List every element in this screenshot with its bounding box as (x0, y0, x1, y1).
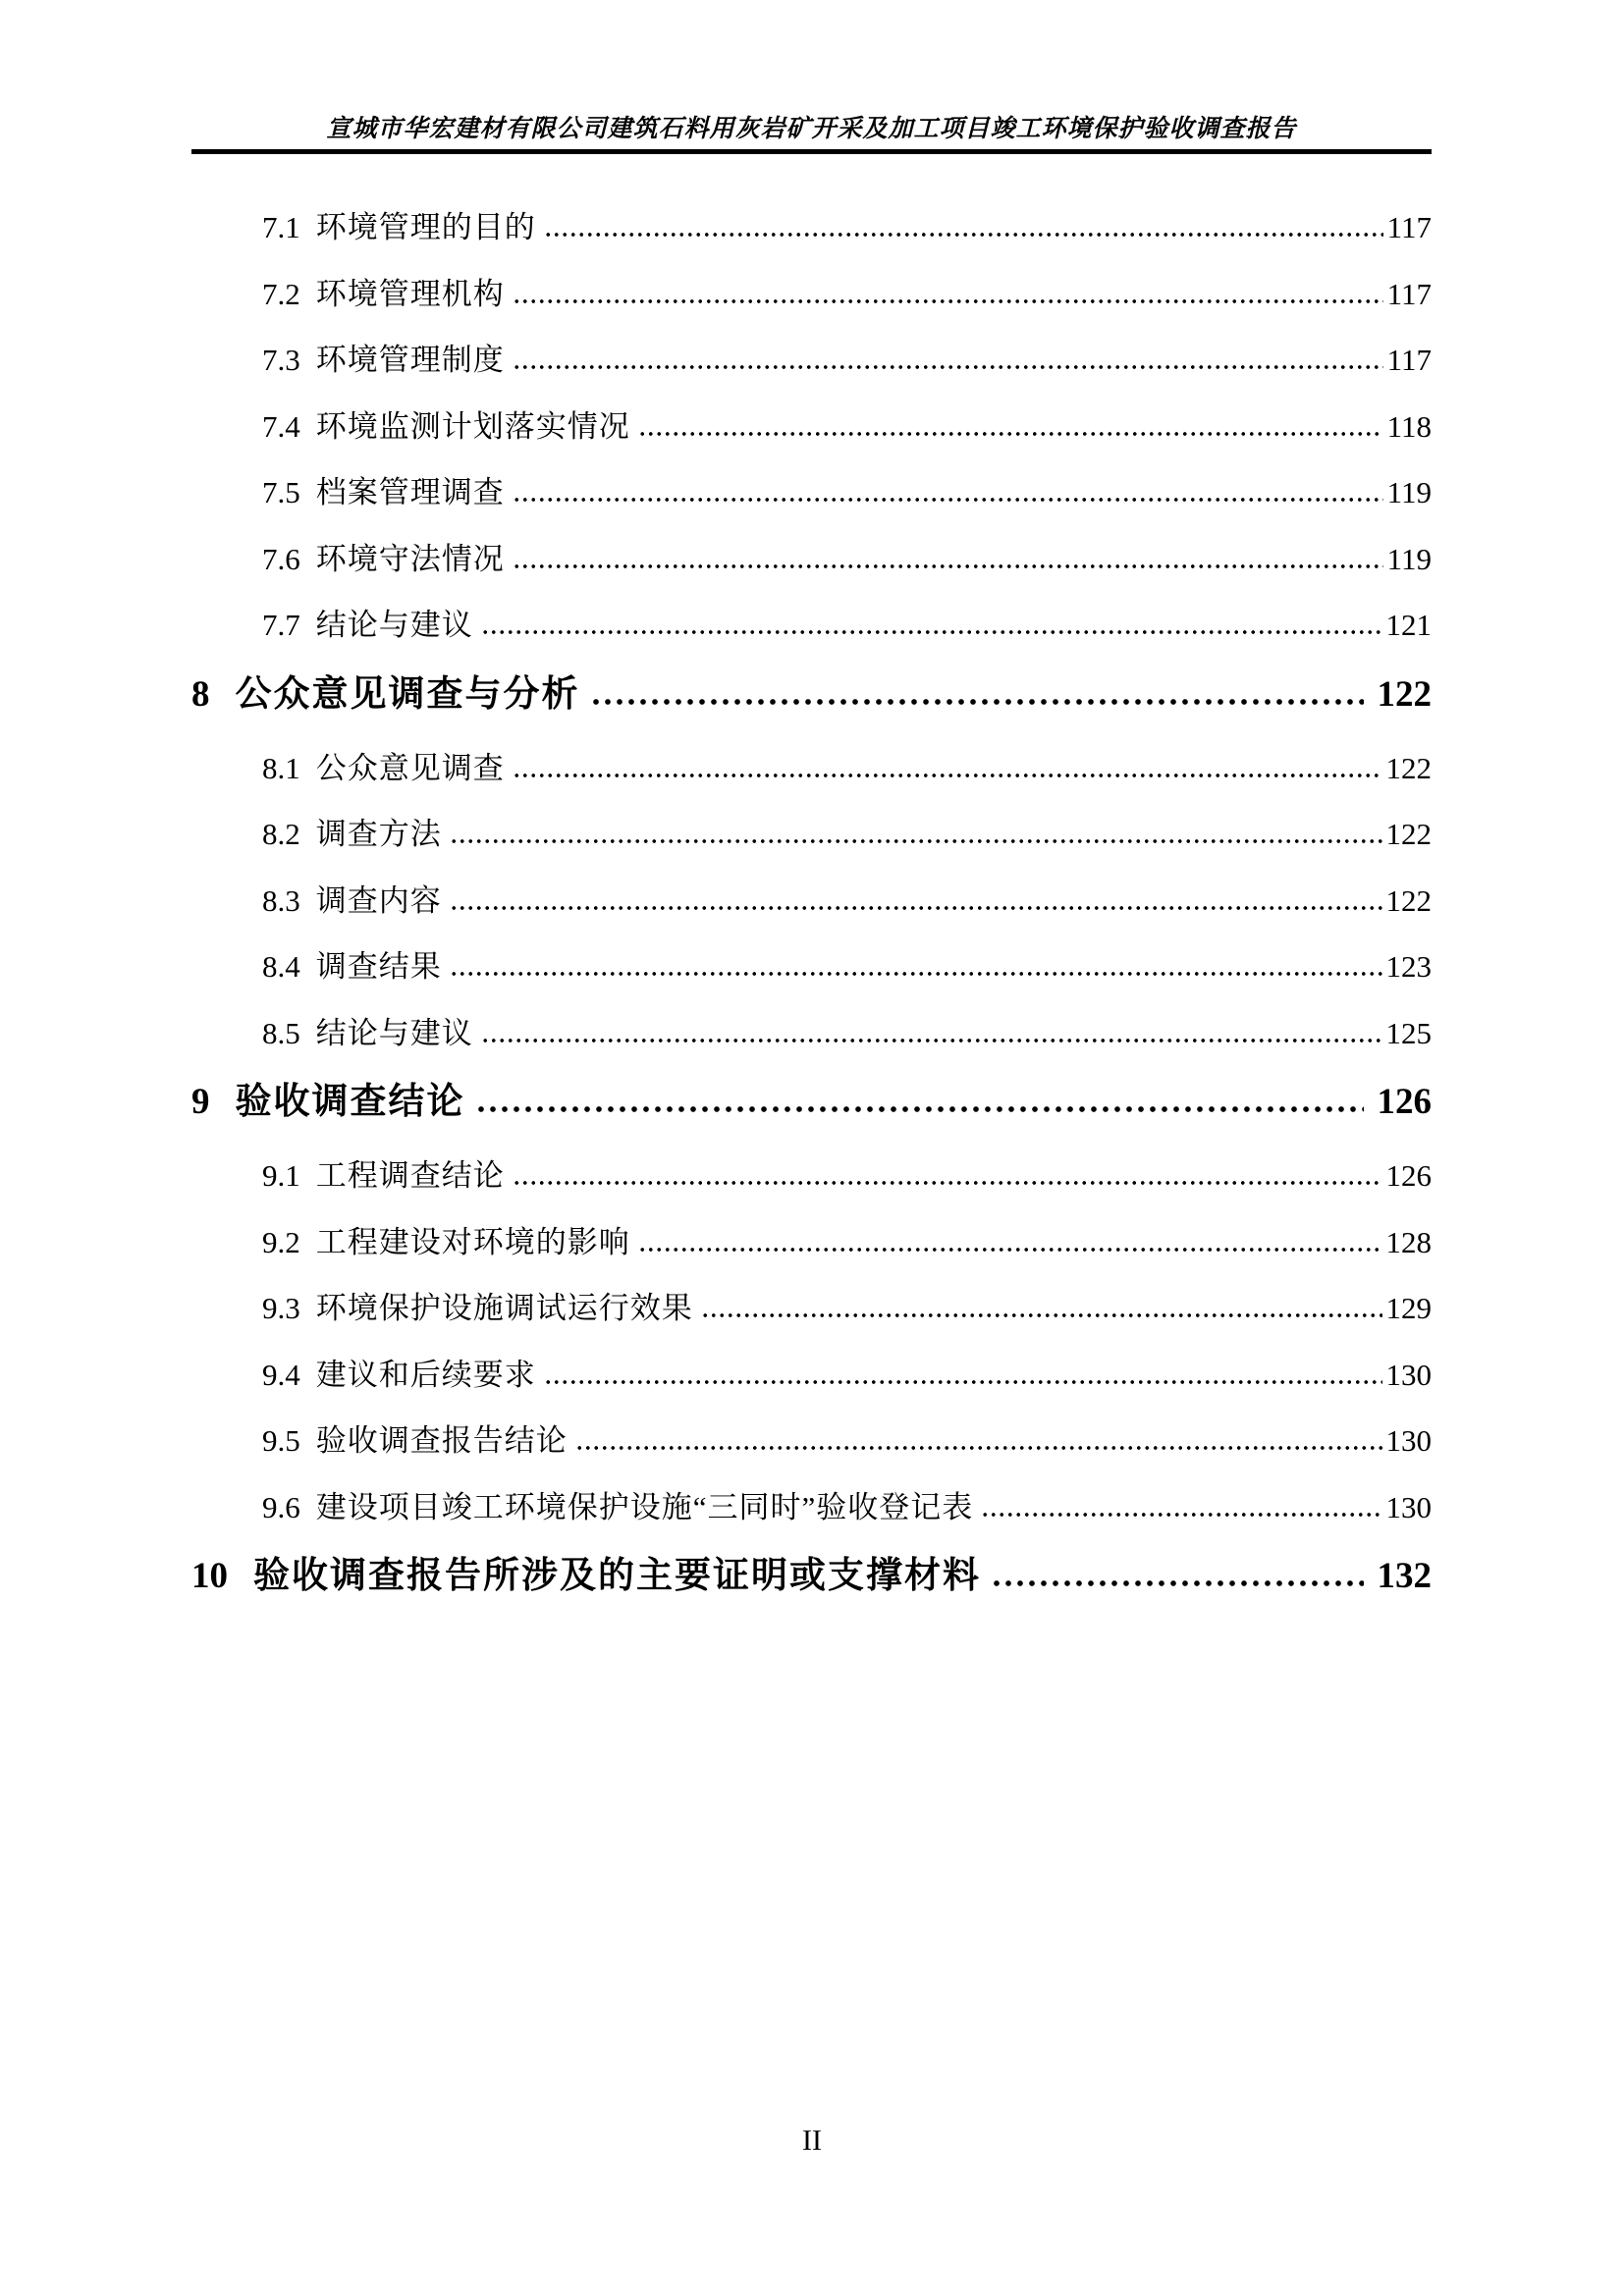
dot-leader (701, 1312, 1382, 1318)
toc-entry[interactable] (191, 881, 1432, 922)
toc-entry-page: 119 (1386, 475, 1432, 509)
toc-entry-number: 9.5 (262, 1423, 300, 1458)
toc-entry-number: 9.3 (262, 1291, 300, 1325)
dot-leader (481, 1038, 1382, 1043)
toc-entry-page: 130 (1385, 1357, 1432, 1392)
toc-entry-title: 环境保护设施调试运行效果 (315, 1291, 693, 1325)
toc-entry-number: 9.6 (262, 1489, 300, 1524)
toc-entry-number: 7.2 (262, 276, 300, 311)
toc-entry-number: 8 (191, 673, 210, 715)
toc-entry[interactable] (191, 671, 1432, 719)
dot-leader (475, 1105, 1364, 1113)
toc-entry-title: 建议和后续要求 (315, 1357, 536, 1392)
toc-entry[interactable] (191, 274, 1432, 315)
toc-entry-page: 117 (1386, 343, 1432, 377)
toc-entry-title: 调查方法 (315, 817, 442, 851)
toc-entry-title: 档案管理调查 (315, 475, 505, 509)
toc-entry-title: 环境管理机构 (315, 276, 505, 311)
toc-entry-title: 公众意见调查 (315, 750, 505, 785)
toc-entry-page: 118 (1386, 408, 1432, 444)
toc-entry-page: 128 (1385, 1224, 1432, 1259)
dot-leader (638, 1247, 1382, 1253)
toc-entry-page: 125 (1385, 1015, 1432, 1050)
toc-entry[interactable] (191, 1553, 1432, 1600)
toc-entry-number: 9 (191, 1082, 210, 1122)
toc-entry-number: 9.4 (262, 1357, 300, 1392)
toc-entry-title: 结论与建议 (315, 1015, 473, 1050)
toc-entry-title: 公众意见调查与分析 (235, 673, 580, 715)
toc-entry-page: 126 (1377, 1082, 1432, 1122)
toc-entry[interactable] (191, 814, 1432, 855)
header-title: 宣城市华宏建材有限公司建筑石料用灰岩矿开采及加工项目竣工环境保护验收调查报告 (326, 116, 1297, 142)
dot-leader (513, 298, 1383, 304)
toc-entry-title: 环境管理制度 (315, 343, 505, 377)
toc-entry[interactable] (191, 472, 1432, 513)
toc-entry-number: 8.1 (262, 750, 300, 785)
toc-entry-page: 129 (1385, 1291, 1432, 1325)
toc-entry[interactable] (191, 1288, 1432, 1329)
toc-entry-number: 9.2 (262, 1224, 300, 1259)
dot-leader (513, 773, 1382, 778)
dot-leader (513, 497, 1383, 503)
dot-leader (544, 1379, 1382, 1385)
toc-entry[interactable] (191, 1079, 1432, 1126)
dot-leader (450, 905, 1382, 911)
toc-entry-title: 环境管理的目的 (315, 210, 536, 244)
toc-entry[interactable] (191, 1222, 1432, 1263)
dot-leader (513, 563, 1383, 569)
toc-entry-number: 7.5 (262, 475, 300, 509)
toc-entry[interactable] (191, 946, 1432, 988)
toc-entry-page: 121 (1385, 608, 1432, 642)
toc-entry-title: 验收调查结论 (235, 1082, 465, 1122)
dot-leader (638, 431, 1383, 437)
toc-entry-page: 132 (1377, 1556, 1432, 1596)
toc-entry-number: 7.1 (262, 210, 300, 244)
toc-entry[interactable] (191, 748, 1432, 789)
dot-leader (450, 971, 1382, 977)
toc-entry-page: 123 (1385, 949, 1432, 984)
dot-leader (991, 1579, 1364, 1587)
toc-entry-number: 9.1 (262, 1158, 300, 1193)
toc-entry-page: 122 (1377, 673, 1432, 715)
toc-entry-page: 126 (1385, 1158, 1432, 1193)
toc-entry-page: 122 (1385, 750, 1432, 785)
toc-entry-number: 8.4 (262, 949, 300, 984)
toc-entry[interactable] (191, 207, 1432, 248)
page-header (191, 114, 1432, 145)
toc-entry-title: 结论与建议 (315, 608, 473, 642)
toc-entry[interactable] (191, 406, 1432, 448)
toc-entry-page: 130 (1385, 1489, 1432, 1524)
dot-leader (590, 698, 1364, 706)
dot-leader (544, 232, 1383, 238)
page-footer (0, 2123, 1624, 2159)
header-rule (191, 149, 1432, 154)
toc-entry[interactable] (191, 539, 1432, 580)
dot-leader (481, 629, 1382, 635)
toc-entry-number: 8.3 (262, 882, 300, 918)
toc-entry[interactable] (191, 340, 1432, 381)
table-of-contents (191, 207, 1432, 1629)
toc-entry-page: 119 (1386, 541, 1432, 576)
toc-entry-number: 7.3 (262, 343, 300, 377)
toc-entry-title: 调查内容 (315, 882, 442, 918)
toc-entry-title: 建设项目竣工环境保护设施“三同时”验收登记表 (315, 1489, 974, 1524)
dot-leader (450, 838, 1382, 844)
toc-entry-number: 10 (191, 1556, 228, 1596)
toc-entry-page: 130 (1385, 1423, 1432, 1458)
toc-entry[interactable] (191, 1487, 1432, 1528)
dot-leader (575, 1445, 1382, 1451)
page-number: II (802, 2124, 822, 2157)
toc-entry[interactable] (191, 1355, 1432, 1396)
dot-leader (981, 1512, 1381, 1518)
toc-entry[interactable] (191, 1155, 1432, 1197)
toc-entry-number: 8.2 (262, 817, 300, 851)
toc-entry-number: 7.4 (262, 408, 300, 444)
toc-entry-title: 环境监测计划落实情况 (315, 408, 630, 444)
toc-entry[interactable] (191, 1420, 1432, 1462)
toc-entry[interactable] (191, 1013, 1432, 1054)
toc-entry-page: 122 (1385, 817, 1432, 851)
dot-leader (513, 364, 1383, 370)
toc-entry-page: 117 (1386, 276, 1432, 311)
toc-entry-page: 117 (1386, 210, 1432, 244)
toc-entry-number: 7.6 (262, 541, 300, 576)
toc-entry-title: 环境守法情况 (315, 541, 505, 576)
toc-entry-title: 工程调查结论 (315, 1158, 505, 1193)
toc-entry-title: 工程建设对环境的影响 (315, 1224, 630, 1259)
toc-entry-title: 验收调查报告所涉及的主要证明或支撑材料 (253, 1556, 981, 1596)
toc-entry-page: 122 (1385, 882, 1432, 918)
toc-entry-title: 验收调查报告结论 (315, 1423, 568, 1458)
toc-entry-number: 8.5 (262, 1015, 300, 1050)
toc-entry-number: 7.7 (262, 608, 300, 642)
dot-leader (513, 1180, 1382, 1186)
toc-entry-title: 调查结果 (315, 949, 442, 984)
toc-entry[interactable] (191, 605, 1432, 646)
